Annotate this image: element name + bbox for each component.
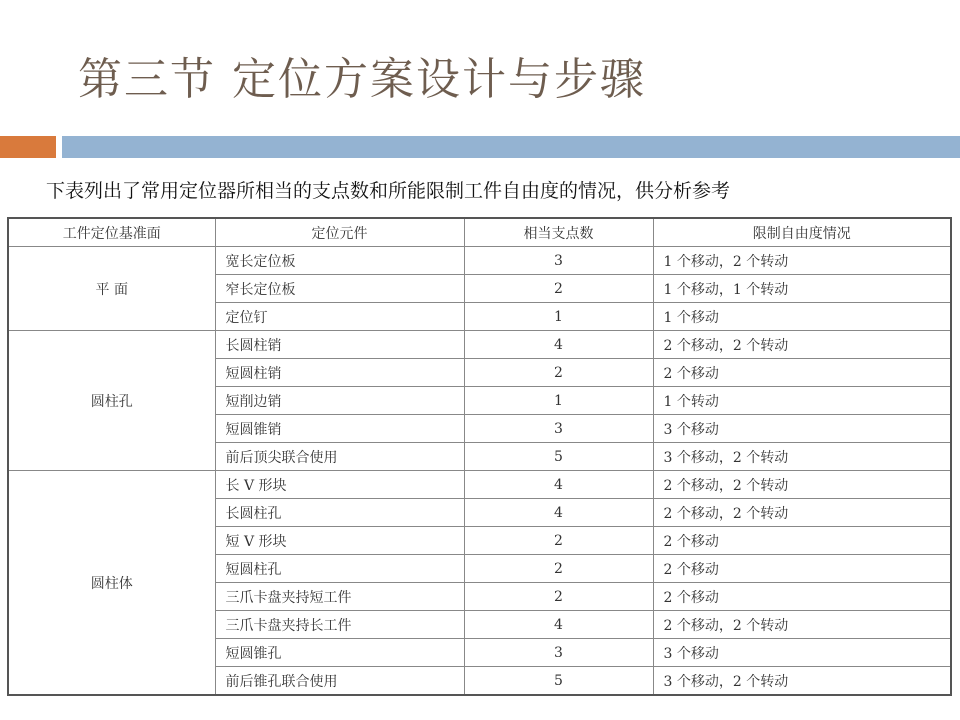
dof-cell: 3 个移动，2 个转动: [653, 443, 951, 471]
points-cell: 1: [464, 387, 653, 415]
points-cell: 5: [464, 667, 653, 696]
element-cell: 短圆柱销: [215, 359, 464, 387]
header-element: 定位元件: [215, 218, 464, 247]
table-caption: 下表列出了常用定位器所相当的支点数和所能限制工件自由度的情况，供分析参考: [46, 180, 731, 202]
dof-cell: 2 个移动，2 个转动: [653, 331, 951, 359]
points-cell: 2: [464, 583, 653, 611]
points-cell: 3: [464, 639, 653, 667]
dof-cell: 1 个移动，1 个转动: [653, 275, 951, 303]
dof-cell: 2 个移动: [653, 359, 951, 387]
element-cell: 三爪卡盘夹持长工件: [215, 611, 464, 639]
accent-bar-blue: [62, 136, 960, 158]
table-header-row: [8, 218, 951, 247]
dof-cell: 3 个移动，2 个转动: [653, 667, 951, 696]
points-cell: 4: [464, 611, 653, 639]
base-surface-cell: 圆柱体: [8, 471, 215, 696]
base-surface-cell: 圆柱孔: [8, 331, 215, 471]
element-cell: 三爪卡盘夹持短工件: [215, 583, 464, 611]
points-cell: 3: [464, 247, 653, 275]
element-cell: 长 V 形块: [215, 471, 464, 499]
header-dof: 限制自由度情况: [653, 218, 951, 247]
header-base: 工件定位基准面: [8, 218, 215, 247]
points-cell: 2: [464, 527, 653, 555]
dof-cell: 2 个移动: [653, 555, 951, 583]
element-cell: 短圆柱孔: [215, 555, 464, 583]
dof-cell: 2 个移动，2 个转动: [653, 611, 951, 639]
element-cell: 长圆柱孔: [215, 499, 464, 527]
element-cell: 宽长定位板: [215, 247, 464, 275]
element-cell: 长圆柱销: [215, 331, 464, 359]
dof-cell: 3 个移动: [653, 415, 951, 443]
element-cell: 短 V 形块: [215, 527, 464, 555]
points-cell: 5: [464, 443, 653, 471]
dof-cell: 3 个移动: [653, 639, 951, 667]
dof-cell: 2 个移动: [653, 583, 951, 611]
dof-cell: 2 个移动，2 个转动: [653, 471, 951, 499]
points-cell: 4: [464, 499, 653, 527]
dof-cell: 2 个移动，2 个转动: [653, 499, 951, 527]
points-cell: 1: [464, 303, 653, 331]
locator-table: [7, 217, 952, 696]
accent-bar-orange: [0, 136, 56, 158]
dof-cell: 1 个移动: [653, 303, 951, 331]
element-cell: 短圆锥孔: [215, 639, 464, 667]
element-cell: 短削边销: [215, 387, 464, 415]
table-body: [8, 247, 951, 696]
element-cell: 窄长定位板: [215, 275, 464, 303]
dof-cell: 1 个转动: [653, 387, 951, 415]
table-row: [8, 331, 951, 359]
element-cell: 前后锥孔联合使用: [215, 667, 464, 696]
points-cell: 3: [464, 415, 653, 443]
base-surface-cell: 平 面: [8, 247, 215, 331]
dof-cell: 1 个移动，2 个转动: [653, 247, 951, 275]
table-row: [8, 471, 951, 499]
element-cell: 短圆锥销: [215, 415, 464, 443]
page-title: 第三节 定位方案设计与步骤: [78, 54, 646, 105]
element-cell: 前后顶尖联合使用: [215, 443, 464, 471]
points-cell: 2: [464, 359, 653, 387]
points-cell: 2: [464, 275, 653, 303]
points-cell: 4: [464, 331, 653, 359]
points-cell: 2: [464, 555, 653, 583]
table-row: [8, 247, 951, 275]
element-cell: 定位钉: [215, 303, 464, 331]
points-cell: 4: [464, 471, 653, 499]
header-points: 相当支点数: [464, 218, 653, 247]
dof-cell: 2 个移动: [653, 527, 951, 555]
